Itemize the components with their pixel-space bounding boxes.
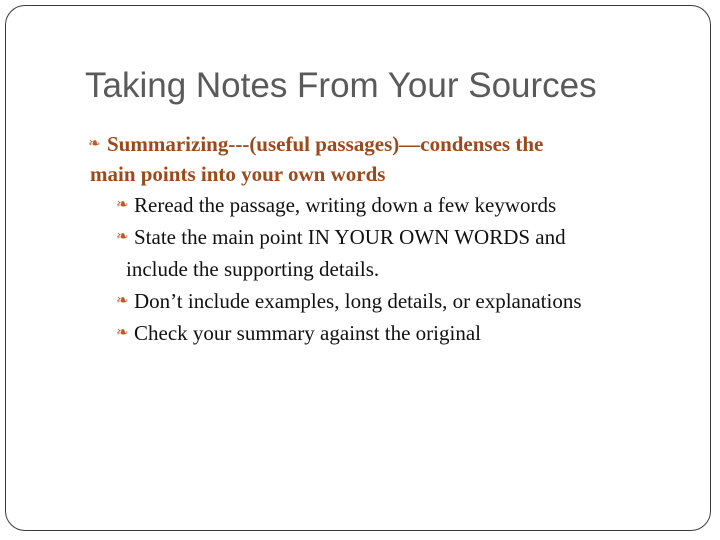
bullet-text-line2: main points into your own words <box>90 162 386 186</box>
sub-bullet-check-summary <box>90 317 690 349</box>
slide-body <box>90 129 690 349</box>
swirl-bullet-icon: ❧ <box>116 293 129 309</box>
slide-frame <box>5 5 711 531</box>
sub-bullet-dont-include <box>90 285 690 317</box>
sub-bullet-reread <box>90 189 690 221</box>
sub-bullet-text-line2: include the supporting details. <box>126 257 380 281</box>
swirl-bullet-icon: ❧ <box>116 197 129 213</box>
bullet-point-summarizing <box>90 129 690 189</box>
swirl-bullet-icon: ❧ <box>116 325 129 341</box>
sub-bullet-text: Check your summary against the original <box>134 321 482 345</box>
bullet-text-line1: Summarizing---(useful passages)—condenses the <box>107 132 544 156</box>
sub-bullet-state-main-point <box>90 221 690 285</box>
sub-bullet-text-line1: State the main point IN YOUR OWN WORDS and <box>134 225 566 249</box>
slide-title: Taking Notes From Your Sources <box>85 66 597 105</box>
swirl-bullet-icon: ❧ <box>88 136 101 152</box>
sub-bullet-text: Reread the passage, writing down a few keywords <box>134 193 557 217</box>
sub-bullet-text: Don’t include examples, long details, or explanations <box>134 289 582 313</box>
swirl-bullet-icon: ❧ <box>116 229 129 245</box>
